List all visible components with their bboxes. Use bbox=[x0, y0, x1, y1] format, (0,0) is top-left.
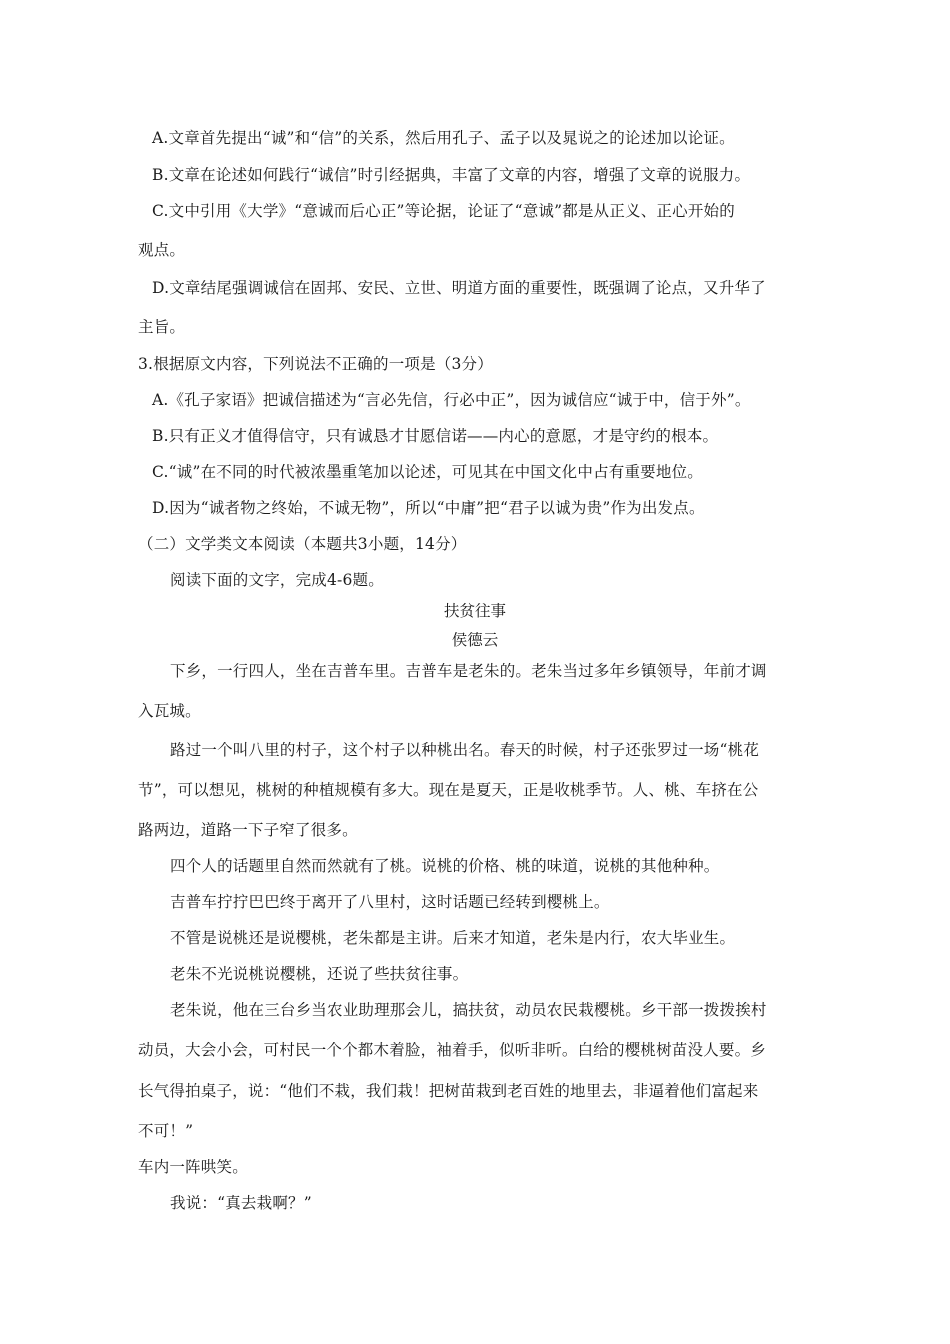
q2-option-d-line1: D.文章结尾强调诚信在固邦、安民、立世、明道方面的重要性，既强调了论点，又升华了 bbox=[152, 279, 766, 297]
story-paragraph-1-line1: 下乡，一行四人，坐在吉普车里。吉普车是老朱的。老朱当过多年乡镇领导，年前才调 bbox=[170, 662, 767, 680]
story-paragraph-2-line1: 路过一个叫八里的村子，这个村子以种桃出名。春天的时候，村子还张罗过一场“桃花 bbox=[170, 741, 760, 759]
section-instruction: 阅读下面的文字，完成4-6题。 bbox=[170, 571, 384, 589]
story-paragraph-7-line4: 不可！” bbox=[138, 1122, 194, 1140]
q2-option-c-line2: 观点。 bbox=[138, 241, 186, 259]
story-paragraph-2-line2: 节”，可以想见，桃树的种植规模有多大。现在是夏天，正是收桃季节。人、桃、车挤在公 bbox=[138, 781, 759, 799]
q3-stem: 3.根据原文内容，下列说法不正确的一项是（3分） bbox=[138, 355, 493, 373]
story-paragraph-4: 吉普车拧拧巴巴终于离开了八里村，这时话题已经转到樱桃上。 bbox=[170, 893, 610, 911]
story-paragraph-7-line1: 老朱说，他在三台乡当农业助理那会儿，搞扶贫，动员农民栽樱桃。乡干部一拨拨挨村 bbox=[170, 1001, 767, 1019]
story-paragraph-3: 四个人的话题里自然而然就有了桃。说桃的价格、桃的味道，说桃的其他种种。 bbox=[170, 857, 720, 875]
story-paragraph-8: 车内一阵哄笑。 bbox=[138, 1158, 248, 1176]
story-paragraph-7-line3: 长气得拍桌子，说：“他们不栽，我们栽！把树苗栽到老百姓的地里去，非逼着他们富起来 bbox=[138, 1082, 759, 1100]
story-title: 扶贫往事 bbox=[443, 602, 506, 620]
story-paragraph-5: 不管是说桃还是说樱桃，老朱都是主讲。后来才知道，老朱是内行，农大毕业生。 bbox=[170, 929, 736, 947]
q3-option-d: D.因为“诚者物之终始，不诚无物”，所以“中庸”把“君子以诚为贵”作为出发点。 bbox=[152, 499, 705, 517]
story-author: 侯德云 bbox=[451, 631, 499, 649]
q2-option-a: A.文章首先提出“诚”和“信”的关系，然后用孔子、孟子以及晁说之的论述加以论证。 bbox=[152, 129, 735, 147]
story-paragraph-2-line3: 路两边，道路一下子窄了很多。 bbox=[138, 821, 358, 839]
section-heading: （二）文学类文本阅读（本题共3小题，14分） bbox=[138, 535, 467, 553]
story-paragraph-6: 老朱不光说桃说樱桃，还说了些扶贫往事。 bbox=[170, 965, 469, 983]
q3-option-a: A.《孔子家语》把诚信描述为“言必先信，行必中正”，因为诚信应“诚于中，信于外”。 bbox=[152, 391, 751, 409]
story-paragraph-9: 我说：“真去栽啊？” bbox=[170, 1194, 312, 1212]
q2-option-d-line2: 主旨。 bbox=[138, 318, 186, 336]
q2-option-b: B.文章在论述如何践行“诚信”时引经据典，丰富了文章的内容，增强了文章的说服力。 bbox=[152, 166, 751, 184]
q3-option-c: C.“诚”在不同的时代被浓墨重笔加以论述，可见其在中国文化中占有重要地位。 bbox=[152, 463, 703, 481]
story-paragraph-1-line2: 入瓦城。 bbox=[138, 702, 201, 720]
story-paragraph-7-line2: 动员，大会小会，可村民一个个都木着脸，袖着手，似听非听。白给的樱桃树苗没人要。乡 bbox=[138, 1041, 767, 1059]
q2-option-c-line1: C.文中引用《大学》“意诚而后心正”等论据，论证了“意诚”都是从正义、正心开始的 bbox=[152, 202, 735, 220]
q3-option-b: B.只有正义才值得信守，只有诚恳才甘愿信诺——内心的意愿，才是守约的根本。 bbox=[152, 427, 719, 445]
